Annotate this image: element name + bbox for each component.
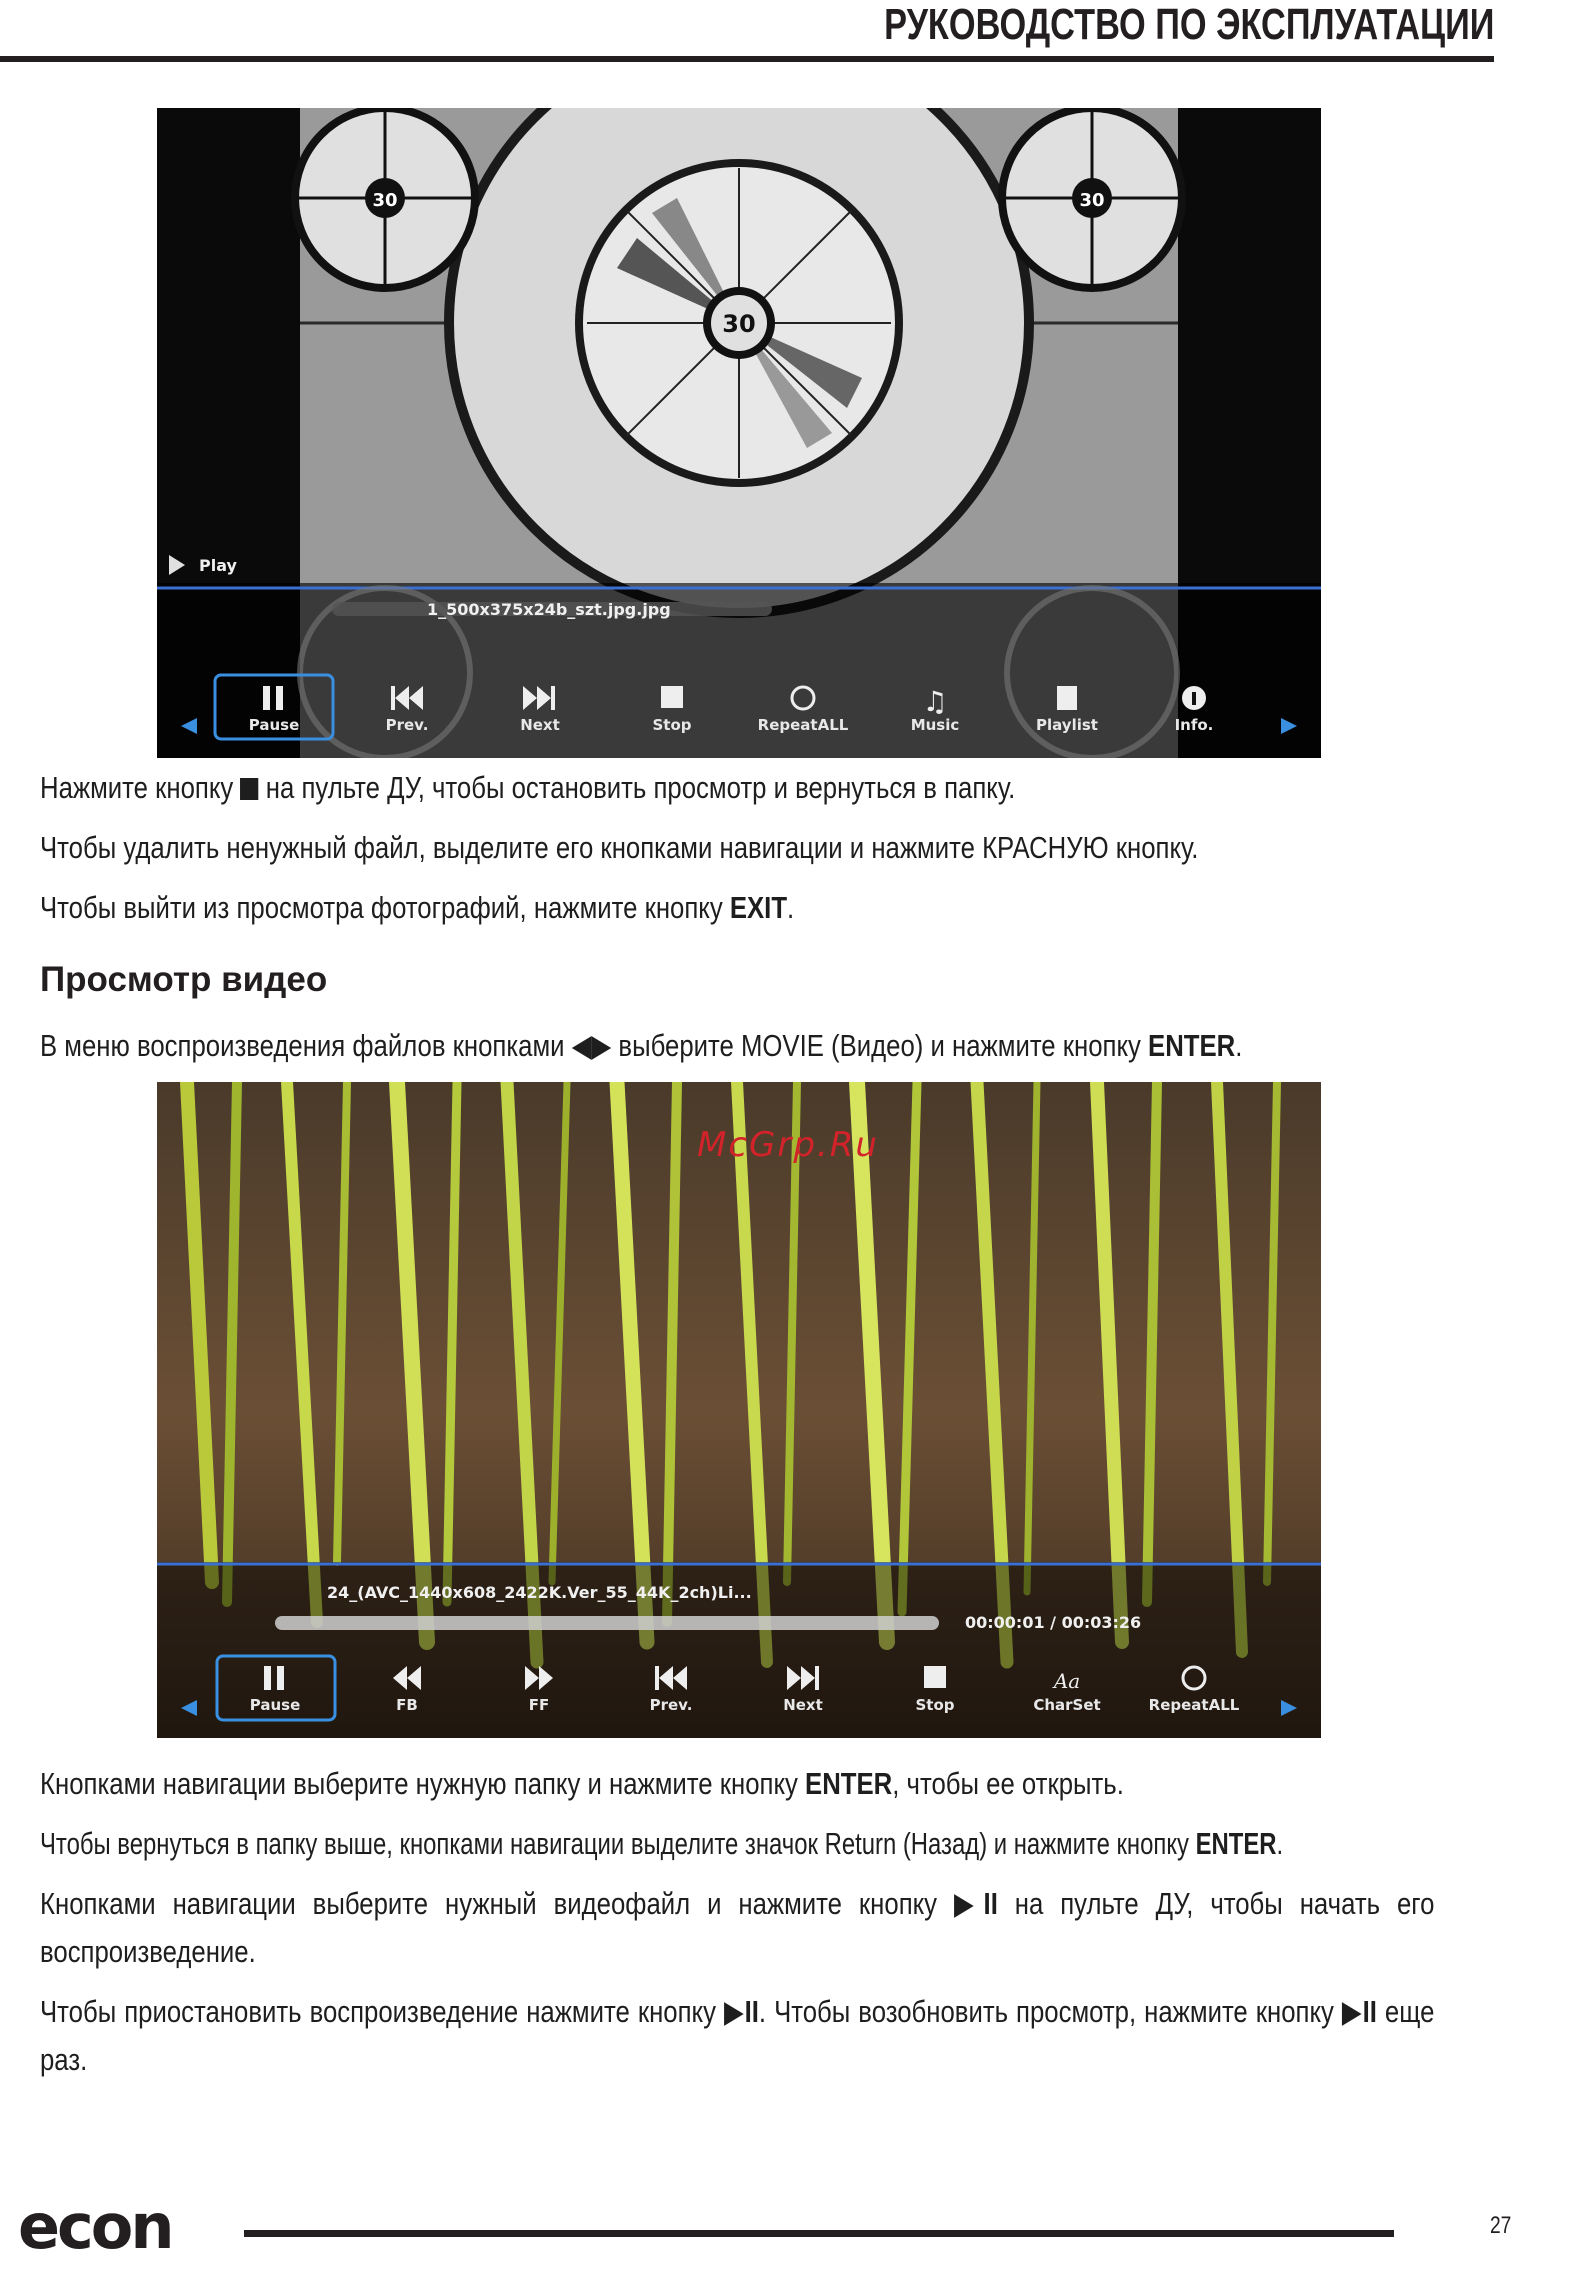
paragraph-movie-intro: В меню воспроизведения файлов кнопками ◀▶ выберите MOVIE (Видео) и нажмите кнопку ENTER. <box>40 1028 1243 1063</box>
photo-viewer-image <box>157 108 1321 758</box>
left-right-arrows-icon: ◀▶ <box>571 1028 612 1063</box>
paragraph-open-folder: Кнопками навигации выберите нужную папку и нажмите кнопку ENTER, чтобы ее открыть. <box>40 1766 1124 1801</box>
svg-text:FF: FF <box>528 1696 550 1714</box>
footer-rule <box>244 2230 1394 2237</box>
header-rule <box>0 56 1494 62</box>
svg-text:♫: ♫ <box>922 685 948 718</box>
video-progress-bar[interactable] <box>275 1616 939 1630</box>
svg-text:RepeatALL: RepeatALL <box>757 716 849 734</box>
svg-text:30: 30 <box>1079 190 1105 211</box>
video-player-screenshot <box>157 1082 1321 1738</box>
video-player-image <box>157 1082 1321 1738</box>
paragraph-play: Кнопками навигации выберите нужный видеофайл и нажмите кнопку ▶II на пульте ДУ, чтобы начать его воспроизведение. <box>40 1886 1435 1969</box>
svg-text:CharSet: CharSet <box>1033 1696 1101 1714</box>
paragraph-return: Чтобы вернуться в папку выше, кнопками навигации выделите значок Return (Назад) и нажмите кнопку ENTER. <box>40 1826 1284 1861</box>
photo-viewer-screenshot <box>157 108 1321 758</box>
svg-text:Prev.: Prev. <box>385 716 429 734</box>
svg-text:FB: FB <box>396 1696 418 1714</box>
play-pause-icon: ▶II <box>723 1994 759 2029</box>
svg-text:Aa: Aa <box>1053 1669 1081 1693</box>
play-pause-icon: ▶II <box>1341 1994 1377 2029</box>
svg-text:econ: econ <box>18 2196 172 2262</box>
video-time: 00:00:01 / 00:03:26 <box>965 1613 1142 1632</box>
svg-text:RepeatALL: RepeatALL <box>1148 1696 1240 1714</box>
svg-text:Info.: Info. <box>1174 716 1214 734</box>
paragraph-exit: Чтобы выйти из просмотра фотографий, нажмите кнопку EXIT. <box>40 890 795 925</box>
svg-text:Pause: Pause <box>249 1696 301 1714</box>
stop-square-icon <box>240 778 258 800</box>
paragraph-stop: Нажмите кнопку на пульте ДУ, чтобы остановить просмотр и вернуться в папку. <box>40 770 1016 805</box>
econ-logo-icon <box>18 2196 198 2262</box>
page-header-title: РУКОВОДСТВО ПО ЭКСПЛУАТАЦИИ <box>883 0 1494 49</box>
paragraph-pause: Чтобы приостановить воспроизведение нажмите кнопку ▶II. Чтобы возобновить просмотр, нажмите кнопку ▶II еще раз. <box>40 1994 1435 2077</box>
svg-text:Next: Next <box>520 716 560 734</box>
svg-text:Stop: Stop <box>652 716 692 734</box>
svg-text:Stop: Stop <box>915 1696 955 1714</box>
video-filename: 24_(AVC_1440x608_2422K.Ver_55_44K_2ch)Li... <box>327 1583 752 1602</box>
svg-text:Music: Music <box>910 716 960 734</box>
play-pause-icon: ▶II <box>953 1886 998 1921</box>
watermark-text: McGrp.Ru <box>697 1125 879 1165</box>
svg-text:Pause: Pause <box>248 716 300 734</box>
section-title-video: Просмотр видео <box>40 960 328 999</box>
svg-text:Prev.: Prev. <box>649 1696 693 1714</box>
svg-text:30: 30 <box>372 190 398 211</box>
svg-text:Next: Next <box>783 1696 823 1714</box>
page-number: 27 <box>1490 2212 1512 2239</box>
photo-filename: 1_500x375x24b_szt.jpg.jpg <box>427 600 671 619</box>
play-status-label: Play <box>199 556 237 575</box>
paragraph-delete: Чтобы удалить ненужный файл, выделите его кнопками навигации и нажмите КРАСНУЮ кнопку. <box>40 830 1199 865</box>
svg-text:Playlist: Playlist <box>1036 716 1098 734</box>
brand-logo <box>18 2196 198 2267</box>
svg-text:30: 30 <box>722 310 756 338</box>
